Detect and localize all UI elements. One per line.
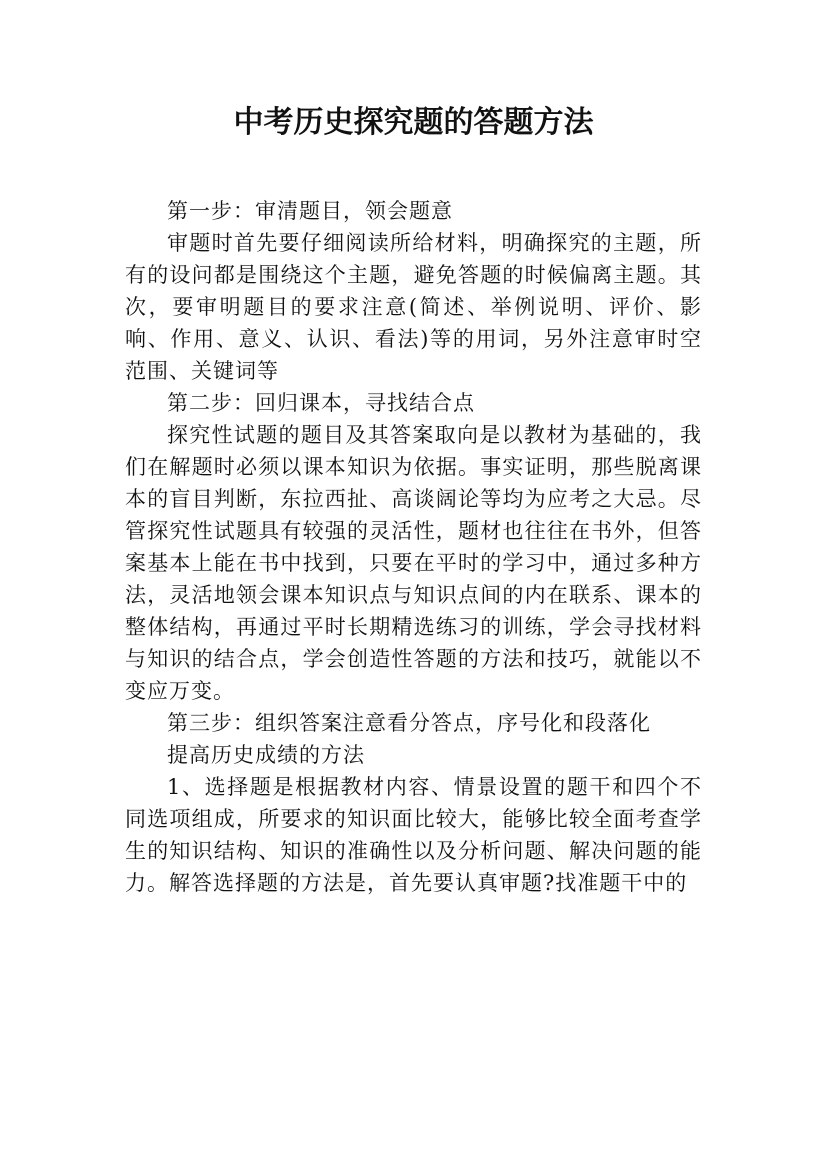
step-one-heading: 第一步：审清题目，领会题意 (167, 199, 453, 223)
choice-question-paragraph: 1、选择题是根据教材内容、情景设置的题干和四个不同选项组成，所要求的知识面比较大，能够比较全面考查学生的知识结构、知识的准确性以及分析问题、解决问题的能力。解答选择题的方法是，首先要认真审题?找准题干中的 (125, 775, 702, 895)
step-three-heading: 第三步：组织答案注意看分答点，序号化和段落化 (167, 711, 651, 735)
section-heading-methods: 提高历史成绩的方法 (167, 743, 365, 767)
page-title: 中考历史探究题的答题方法 (233, 105, 594, 140)
step-one-paragraph: 审题时首先要仔细阅读所给材料，明确探究的主题，所有的设问都是围绕这个主题，避免答题的时候偏离主题。其次，要审明题目的要求注意(简述、举例说明、评价、影响、作用、意义、认识、看法)等的用词，另外注意审时空范围、关键词等 (125, 231, 702, 383)
document-body (125, 195, 702, 899)
step-two-heading: 第二步：回归课本，寻找结合点 (167, 391, 475, 415)
step-two-paragraph: 探究性试题的题目及其答案取向是以教材为基础的，我们在解题时必须以课本知识为依据。事实证明，那些脱离课本的盲目判断，东拉西扯、高谈阔论等均为应考之大忌。尽管探究性试题具有较强的灵活性，题材也往往在书外，但答案基本上能在书中找到，只要在平时的学习中，通过多种方法，灵活地领会课本知识点与知识点间的内在联系、课本的整体结构，再通过平时长期精选练习的训练，学会寻找材料与知识的结合点，学会创造性答题的方法和技巧，就能以不变应万变。 (125, 423, 702, 703)
